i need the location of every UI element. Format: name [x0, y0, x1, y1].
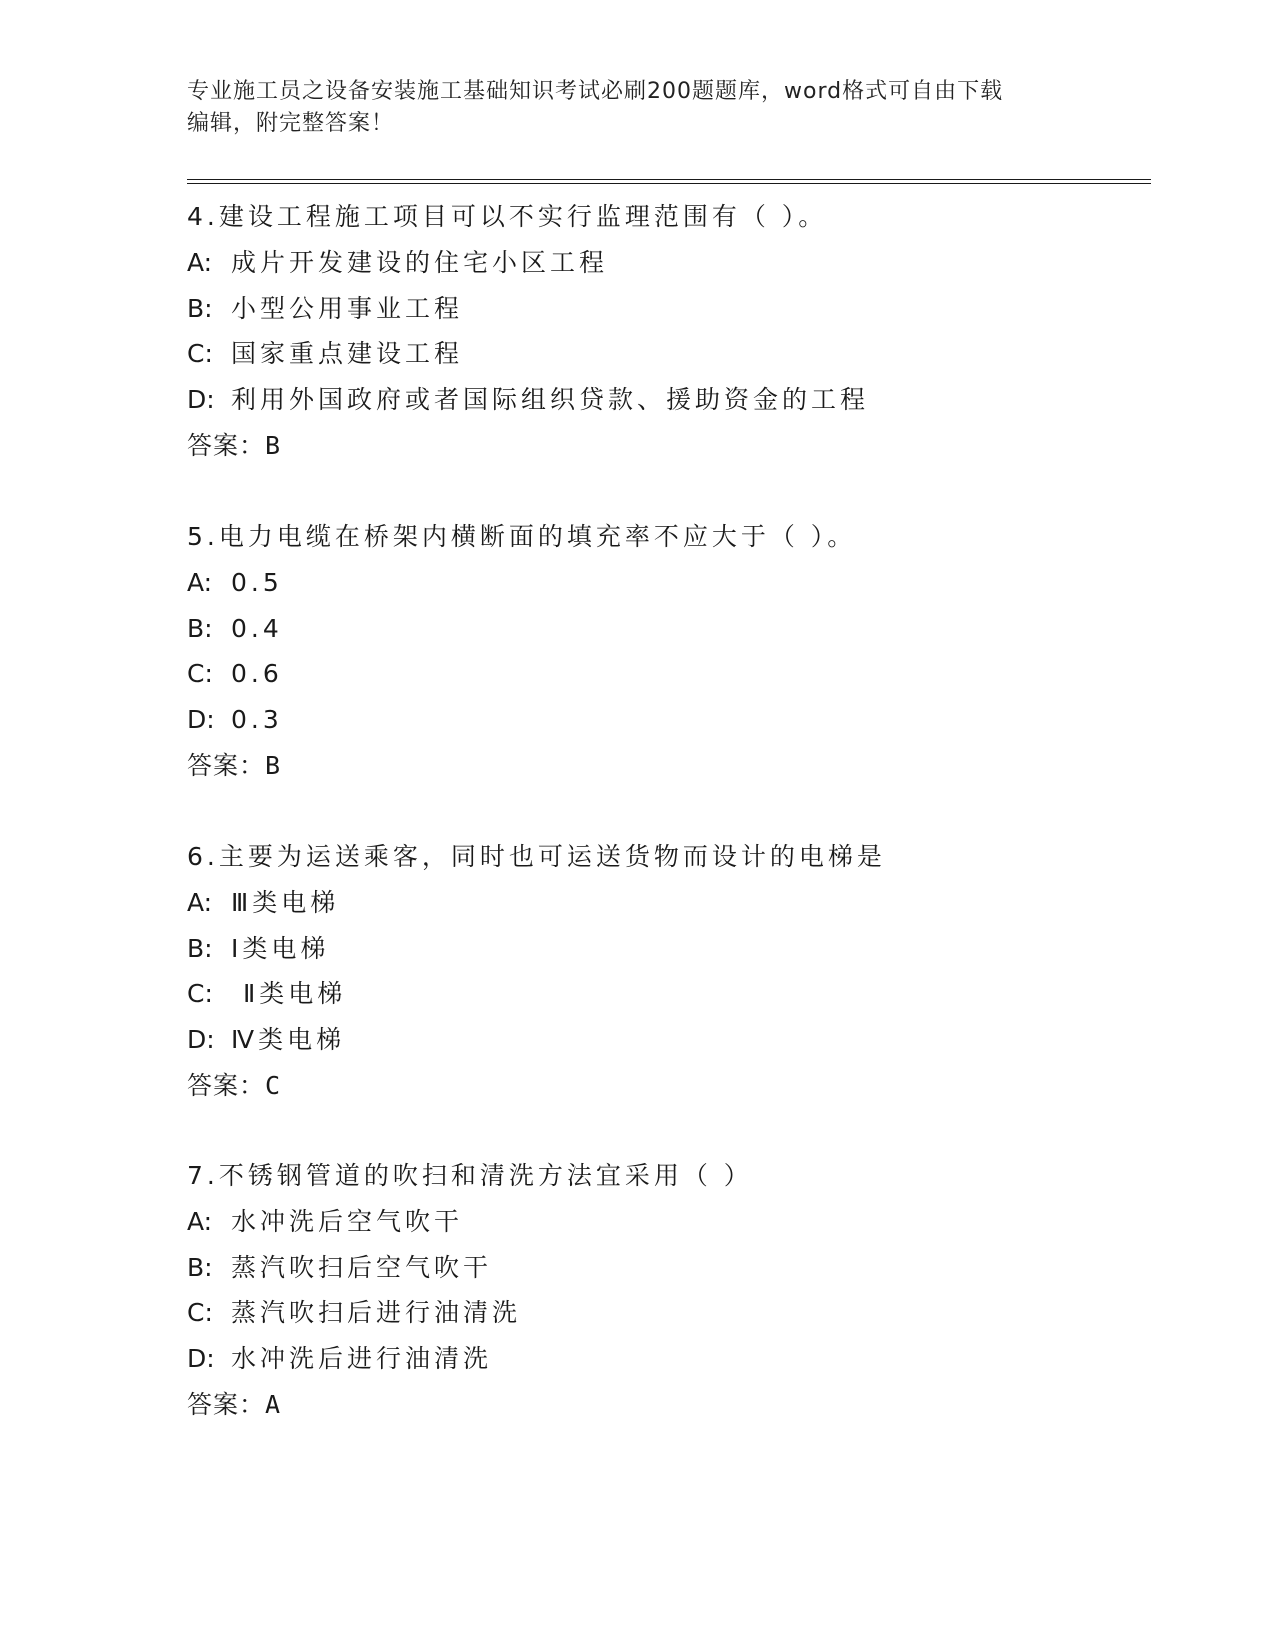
- option-letter: C:: [187, 659, 213, 689]
- option-text: Ⅱ类电梯: [231, 979, 347, 1009]
- option-text: 成片开发建设的住宅小区工程: [231, 247, 609, 277]
- question-stem: 7.不锈钢管道的吹扫和清洗方法宜采用（ ）: [187, 1161, 753, 1190]
- option-letter: B:: [187, 933, 213, 963]
- answer-value: B: [265, 430, 281, 460]
- header-divider-top: [187, 179, 1151, 180]
- option-text: 利用外国政府或者国际组织贷款、援助资金的工程: [231, 385, 870, 415]
- option-letter: B:: [187, 613, 213, 643]
- question-5: [187, 514, 1147, 789]
- option-a: [187, 560, 1147, 606]
- header-divider-bottom: [187, 183, 1151, 184]
- question-6: [187, 834, 1147, 1109]
- option-letter: B:: [187, 293, 213, 323]
- option-letter: C:: [187, 1298, 213, 1328]
- question-4: [187, 194, 1147, 469]
- question-stem: 4.建设工程施工项目可以不实行监理范围有（ ）。: [187, 202, 828, 231]
- option-letter: C:: [187, 979, 213, 1009]
- answer-value: C: [265, 1070, 281, 1100]
- option-d: [187, 377, 1147, 423]
- answer-line: [187, 743, 1147, 789]
- document-header: [187, 76, 1087, 140]
- option-text: 0.5: [231, 567, 283, 597]
- option-letter: A:: [187, 887, 213, 917]
- option-b: [187, 1245, 1147, 1291]
- option-text: 0.6: [231, 659, 283, 689]
- option-letter: C:: [187, 339, 213, 369]
- option-c: [187, 331, 1147, 377]
- answer-value: A: [265, 1389, 281, 1419]
- option-b: [187, 286, 1147, 332]
- option-a: [187, 880, 1147, 926]
- option-letter: A:: [187, 247, 213, 277]
- option-text: 水冲洗后空气吹干: [231, 1206, 464, 1236]
- option-text: 0.3: [231, 705, 283, 735]
- answer-line: [187, 423, 1147, 469]
- option-c: [187, 971, 1147, 1017]
- option-letter: A:: [187, 1206, 213, 1236]
- answer-line: [187, 1063, 1147, 1109]
- option-letter: D:: [187, 1344, 215, 1374]
- option-text: 0.4: [231, 613, 283, 643]
- answer-label: 答案：: [187, 1389, 266, 1419]
- header-line-1: 专业施工员之设备安装施工基础知识考试必刷200题题库，word格式可自由下载: [187, 79, 1004, 104]
- option-b: [187, 926, 1147, 972]
- option-b: [187, 606, 1147, 652]
- option-text: 国家重点建设工程: [231, 339, 464, 369]
- answer-label: 答案：: [187, 750, 266, 780]
- header-line-2: 编辑，附完整答案！: [187, 111, 395, 136]
- option-letter: A:: [187, 567, 213, 597]
- option-c: [187, 1290, 1147, 1336]
- answer-label: 答案：: [187, 430, 266, 460]
- question-stem: 5.电力电缆在桥架内横断面的填充率不应大于（ ）。: [187, 522, 857, 551]
- option-text: 蒸汽吹扫后空气吹干: [231, 1252, 493, 1282]
- option-text: 小型公用事业工程: [231, 293, 464, 323]
- question-stem: 6.主要为运送乘客，同时也可运送货物而设计的电梯是: [187, 842, 886, 871]
- option-letter: B:: [187, 1252, 213, 1282]
- option-a: [187, 1199, 1147, 1245]
- option-d: [187, 1017, 1147, 1063]
- option-c: [187, 651, 1147, 697]
- option-text: 蒸汽吹扫后进行油清洗: [231, 1298, 522, 1328]
- answer-value: B: [265, 750, 281, 780]
- option-a: [187, 240, 1147, 286]
- question-7: [187, 1153, 1147, 1428]
- answer-line: [187, 1382, 1147, 1428]
- option-text: Ⅲ类电梯: [231, 887, 340, 917]
- option-text: 水冲洗后进行油清洗: [231, 1344, 493, 1374]
- option-d: [187, 1336, 1147, 1382]
- option-text: Ⅰ类电梯: [231, 933, 330, 963]
- option-d: [187, 697, 1147, 743]
- option-letter: D:: [187, 385, 215, 415]
- option-text: Ⅳ类电梯: [231, 1025, 346, 1055]
- option-letter: D:: [187, 705, 215, 735]
- answer-label: 答案：: [187, 1070, 266, 1100]
- option-letter: D:: [187, 1025, 215, 1055]
